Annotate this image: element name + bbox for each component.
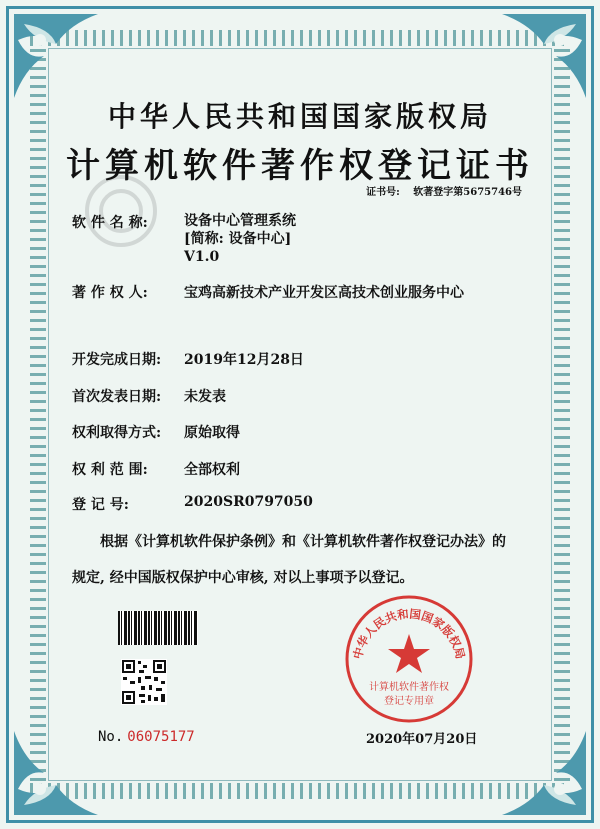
- owner-row: [72, 282, 464, 302]
- software-short-name: [简称: 设备中心]: [184, 231, 292, 247]
- issuing-authority: 中华人民共和国国家版权局: [107, 100, 492, 133]
- software-name: 设备中心管理系统: [184, 213, 296, 229]
- acquire-label: 权利取得方式:: [72, 425, 162, 441]
- corner-ornament-icon: [10, 10, 102, 102]
- statement-paragraph: [72, 524, 542, 596]
- scope-value: 全部权利: [184, 462, 240, 478]
- certificate-title: 计算机软件著作权登记证书: [66, 146, 534, 186]
- software-name-row: [72, 212, 296, 266]
- software-name-value: [184, 212, 296, 266]
- publish-date-row: [72, 386, 226, 406]
- certificate-number-label: 证书号:: [366, 187, 400, 198]
- owner-label: 著 作 权 人:: [72, 285, 148, 301]
- software-name-label: 软 件 名 称:: [72, 215, 148, 231]
- serial-prefix: No.: [98, 729, 124, 745]
- serial-number: [98, 729, 195, 745]
- seal-ring-text: 中华人民共和国国家版权局: [350, 606, 468, 661]
- dev-date-label: 开发完成日期:: [72, 352, 162, 368]
- seal-line-2: 登记专用章: [384, 696, 434, 707]
- official-seal-icon: [344, 594, 474, 724]
- serial-value: 06075177: [127, 729, 195, 745]
- qr-code-icon: [121, 659, 167, 705]
- barcode: [118, 611, 198, 645]
- corner-ornament-icon: [498, 10, 590, 102]
- registration-label: 登 记 号:: [72, 497, 129, 513]
- registration-value: 2020SR0797050: [184, 494, 313, 510]
- corner-ornament-icon: [498, 727, 590, 819]
- acquire-row: [72, 422, 240, 442]
- dev-date-value: 2019年12月28日: [184, 352, 304, 368]
- scope-row: [72, 459, 240, 479]
- dev-date-row: [72, 349, 304, 369]
- software-version: V1.0: [184, 249, 220, 265]
- certificate-number: [366, 183, 522, 198]
- registration-row: [72, 494, 313, 514]
- corner-ornament-icon: [10, 727, 102, 819]
- acquire-value: 原始取得: [184, 425, 240, 441]
- owner-value: 宝鸡高新技术产业开发区高技术创业服务中心: [184, 285, 464, 301]
- publish-date-value: 未发表: [184, 389, 226, 405]
- certificate-number-value: 软著登字第5675746号: [413, 187, 522, 198]
- statement-line-2: 规定, 经中国版权保护中心审核, 对以上事项予以登记。: [72, 570, 414, 586]
- scope-label: 权 利 范 围:: [72, 462, 148, 478]
- issue-date: 2020年07月20日: [366, 732, 478, 747]
- publish-date-label: 首次发表日期:: [72, 389, 162, 405]
- statement-line-1: 根据《计算机软件保护条例》和《计算机软件著作权登记办法》的: [100, 534, 506, 550]
- seal-line-1: 计算机软件著作权: [369, 682, 449, 693]
